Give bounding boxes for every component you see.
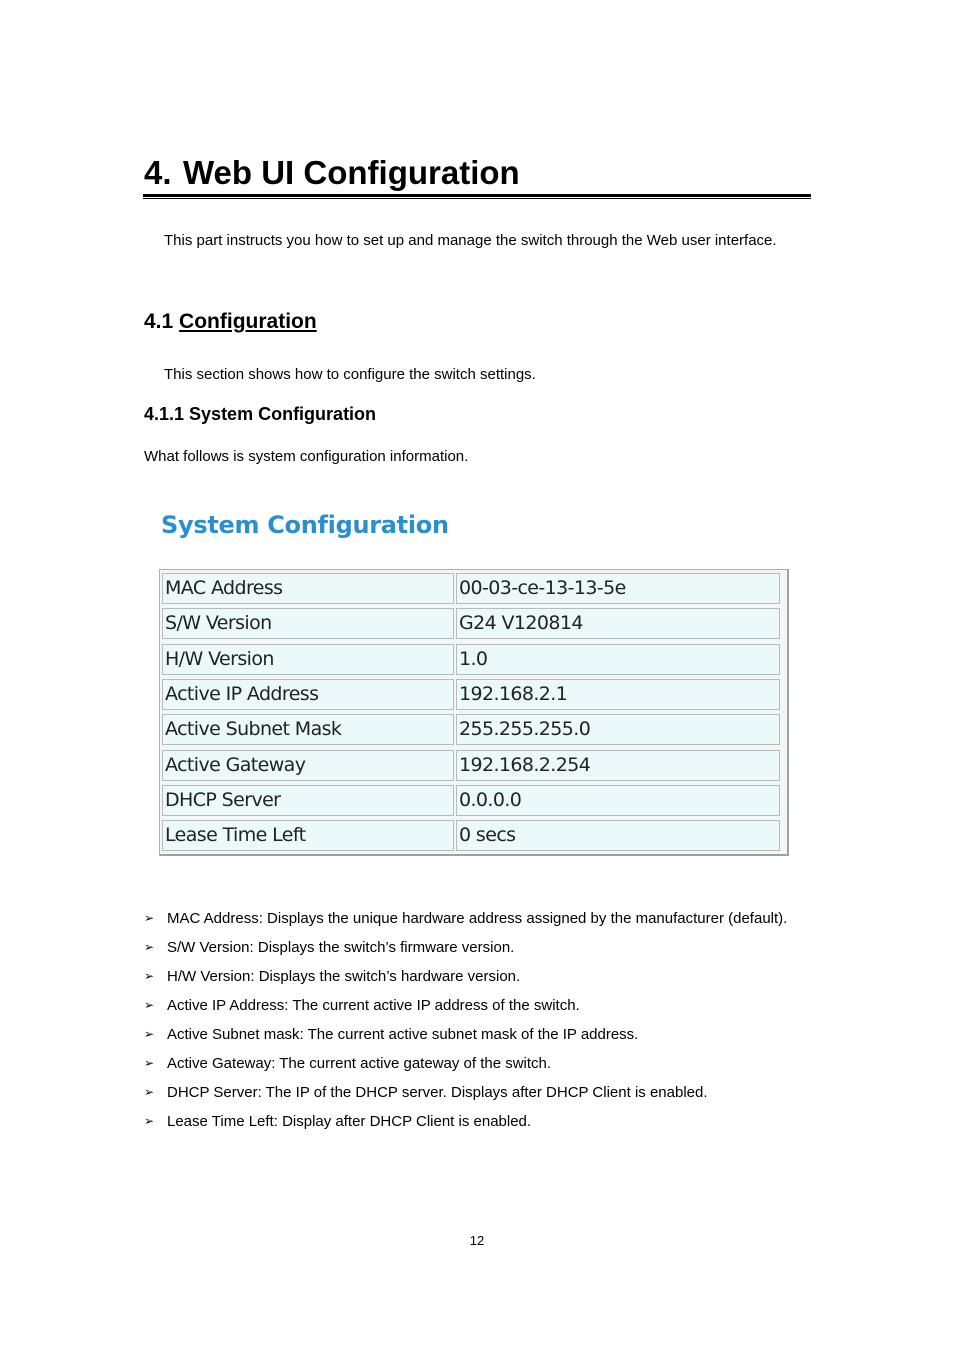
list-item-text: Lease Time Left: Display after DHCP Client is enabled. bbox=[167, 1113, 532, 1130]
arrowhead-right-icon: ➢ bbox=[144, 998, 155, 1012]
row-value: 1.0 bbox=[456, 644, 780, 675]
subsection-paragraph: What follows is system configuration information. bbox=[144, 448, 469, 465]
section-title-link[interactable]: Configuration bbox=[179, 310, 317, 333]
list-item bbox=[144, 991, 804, 1020]
chapter-number: 4. bbox=[144, 154, 172, 191]
row-value: 192.168.2.1 bbox=[456, 679, 780, 710]
list-item bbox=[144, 1078, 804, 1107]
chapter-title-text: Web UI Configuration bbox=[183, 154, 520, 191]
row-label: Active Subnet Mask bbox=[162, 714, 454, 745]
arrowhead-right-icon: ➢ bbox=[144, 1114, 155, 1128]
list-item bbox=[144, 1049, 804, 1078]
row-label: Active IP Address bbox=[162, 679, 454, 710]
list-item bbox=[144, 933, 804, 962]
arrowhead-right-icon: ➢ bbox=[144, 911, 155, 925]
section-number: 4.1 bbox=[144, 310, 174, 333]
row-value: 192.168.2.254 bbox=[456, 750, 780, 781]
field-description-list bbox=[144, 904, 804, 1136]
table-row bbox=[161, 783, 785, 818]
system-configuration-screenshot bbox=[155, 506, 795, 866]
row-value: 0 secs bbox=[456, 820, 780, 851]
arrowhead-right-icon: ➢ bbox=[144, 1056, 155, 1070]
table-row bbox=[161, 642, 785, 677]
list-item-text: H/W Version: Displays the switch’s hardware version. bbox=[167, 968, 521, 985]
row-value: 00-03-ce-13-13-5e bbox=[456, 573, 780, 604]
table-row bbox=[161, 712, 785, 747]
row-label: H/W Version bbox=[162, 644, 454, 675]
chapter-title bbox=[144, 151, 520, 195]
table-row bbox=[161, 677, 785, 712]
screenshot-title: System Configuration bbox=[161, 511, 449, 539]
arrowhead-right-icon: ➢ bbox=[144, 940, 155, 954]
row-label: MAC Address bbox=[162, 573, 454, 604]
table-row bbox=[161, 747, 785, 782]
table-row bbox=[161, 818, 785, 853]
title-rule-thick bbox=[143, 194, 811, 197]
section-paragraph: This section shows how to configure the switch settings. bbox=[164, 366, 536, 383]
list-item bbox=[144, 1020, 804, 1049]
section-title bbox=[144, 308, 317, 336]
row-label: S/W Version bbox=[162, 608, 454, 639]
row-label: Active Gateway bbox=[162, 750, 454, 781]
row-value: 255.255.255.0 bbox=[456, 714, 780, 745]
row-value: 0.0.0.0 bbox=[456, 785, 780, 816]
row-value: G24 V120814 bbox=[456, 608, 780, 639]
list-item-text: DHCP Server: The IP of the DHCP server. Displays after DHCP Client is enabled. bbox=[167, 1084, 708, 1101]
list-item-text: Active IP Address: The current active IP address of the switch. bbox=[167, 997, 580, 1014]
title-rule-thin bbox=[143, 198, 811, 199]
arrowhead-right-icon: ➢ bbox=[144, 1027, 155, 1041]
list-item bbox=[144, 904, 804, 933]
list-item-text: Active Gateway: The current active gateway of the switch. bbox=[167, 1055, 552, 1072]
arrowhead-right-icon: ➢ bbox=[144, 969, 155, 983]
table-row bbox=[161, 571, 785, 606]
list-item bbox=[144, 1107, 804, 1136]
list-item-text: Active Subnet mask: The current active subnet mask of the IP address. bbox=[167, 1026, 639, 1043]
row-label: Lease Time Left bbox=[162, 820, 454, 851]
subsection-title: 4.1.1 System Configuration bbox=[144, 404, 377, 424]
intro-paragraph: This part instructs you how to set up and manage the switch through the Web user interface. bbox=[164, 232, 777, 249]
arrowhead-right-icon: ➢ bbox=[144, 1085, 155, 1099]
list-item-text: MAC Address: Displays the unique hardware address assigned by the manufacturer (default). bbox=[167, 910, 788, 927]
list-item bbox=[144, 962, 804, 991]
list-item-text: S/W Version: Displays the switch’s firmware version. bbox=[167, 939, 515, 956]
page-number: 12 bbox=[469, 1233, 485, 1248]
table-row bbox=[161, 606, 785, 641]
row-label: DHCP Server bbox=[162, 785, 454, 816]
system-configuration-table bbox=[159, 569, 789, 856]
